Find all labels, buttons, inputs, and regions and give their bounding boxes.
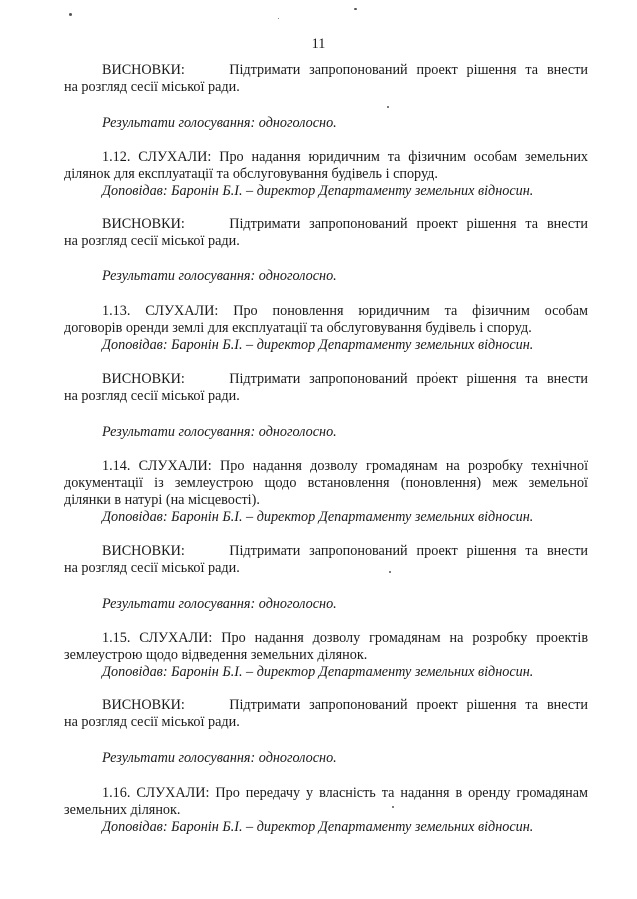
heard-line-2: землеустрою щодо відведення земельних ділянок. [64, 647, 368, 663]
page-number: 11 [311, 36, 326, 52]
item-number: 1.14. [102, 458, 131, 474]
item-number: 1.15. [102, 630, 131, 646]
conclusion-text: Підтримати запропонований проект рішення та внести [229, 543, 588, 559]
scan-speck [278, 18, 279, 19]
heard-label: СЛУХАЛИ: [139, 630, 213, 646]
speaker-line: Доповідав: Баронін Б.І. – директор Департаменту земельних відносин. [102, 509, 534, 525]
speaker-line: Доповідав: Баронін Б.І. – директор Департаменту земельних відносин. [102, 183, 534, 199]
conclusion-line [64, 697, 588, 714]
agenda-item-1-14 [64, 458, 588, 526]
conclusion-block [64, 371, 588, 405]
vote-result: Результати голосування: одноголосно. [102, 750, 337, 766]
agenda-item-1-16 [64, 785, 588, 836]
agenda-item-1-12 [64, 149, 588, 200]
conclusion-line-2: на розгляд сесії міської ради. [64, 79, 240, 95]
conclusion-line-2: на розгляд сесії міської ради. [64, 233, 240, 249]
conclusion-block [64, 543, 588, 577]
heard-line [64, 458, 588, 475]
speaker-line: Доповідав: Баронін Б.І. – директор Департаменту земельних відносин. [102, 664, 534, 680]
heard-label: СЛУХАЛИ: [138, 149, 212, 165]
scan-speck [69, 13, 72, 16]
conclusion-label: ВИСНОВКИ: [102, 371, 185, 387]
conclusion-line [64, 371, 588, 388]
heard-text: Про надання дозволу громадянам на розробку проектів [221, 630, 589, 646]
heard-line-2: документації із землеустрою щодо встановлення (поновлення) меж земельної [64, 475, 588, 491]
item-number: 1.16. [102, 785, 131, 801]
conclusion-label: ВИСНОВКИ: [102, 62, 185, 78]
vote-result: Результати голосування: одноголосно. [102, 115, 337, 131]
heard-line-2: земельних ділянок. [64, 802, 181, 818]
conclusion-label: ВИСНОВКИ: [102, 216, 185, 232]
heard-line [64, 785, 588, 802]
heard-label: СЛУХАЛИ: [145, 303, 219, 319]
scan-speck [387, 106, 389, 108]
conclusion-text: Підтримати запропонований проект рішення та внести [229, 371, 588, 387]
conclusion-text: Підтримати запропонований проект рішення та внести [229, 62, 588, 78]
conclusion-line-2: на розгляд сесії міської ради. [64, 560, 240, 576]
heard-label: СЛУХАЛИ: [138, 458, 212, 474]
conclusion-label: ВИСНОВКИ: [102, 697, 185, 713]
conclusion-line [64, 543, 588, 560]
item-number: 1.12. [102, 149, 131, 165]
speaker-line: Доповідав: Баронін Б.І. – директор Департаменту земельних відносин. [102, 337, 534, 353]
conclusion-text: Підтримати запропонований проект рішення та внести [229, 216, 588, 232]
vote-result: Результати голосування: одноголосно. [102, 424, 337, 440]
conclusion-block [64, 216, 588, 250]
heard-line [64, 303, 588, 320]
vote-result: Результати голосування: одноголосно. [102, 596, 337, 612]
speaker-line: Доповідав: Баронін Б.І. – директор Департаменту земельних відносин. [102, 819, 534, 835]
agenda-item-1-13 [64, 303, 588, 354]
vote-result: Результати голосування: одноголосно. [102, 268, 337, 284]
conclusion-line-2: на розгляд сесії міської ради. [64, 388, 240, 404]
conclusion-block [64, 62, 588, 96]
heard-text: Про передачу у власність та надання в оренду громадянам [215, 785, 589, 801]
heard-label: СЛУХАЛИ: [136, 785, 210, 801]
conclusion-text: Підтримати запропонований проект рішення та внести [229, 697, 588, 713]
conclusion-line-2: на розгляд сесії міської ради. [64, 714, 240, 730]
heard-line-2: договорів оренди землі для експлуатації та обслуговування будівель і споруд. [64, 320, 532, 336]
conclusion-block [64, 697, 588, 731]
heard-text: Про надання юридичним та фізичним особам земельних [219, 149, 588, 165]
conclusion-line [64, 62, 588, 79]
heard-line [64, 630, 588, 647]
agenda-item-1-15 [64, 630, 588, 681]
conclusion-label: ВИСНОВКИ: [102, 543, 185, 559]
item-number: 1.13. [102, 303, 131, 319]
conclusion-line [64, 216, 588, 233]
heard-line [64, 149, 588, 166]
heard-line-2: ділянок для експлуатації та обслуговування будівель і споруд. [64, 166, 438, 182]
heard-line-3: ділянки в натурі (на місцевості). [64, 492, 260, 508]
heard-text: Про поновлення юридичним та фізичним особам [233, 303, 588, 319]
heard-text: Про надання дозволу громадянам на розробку технічної [220, 458, 589, 474]
scan-speck [354, 8, 357, 10]
